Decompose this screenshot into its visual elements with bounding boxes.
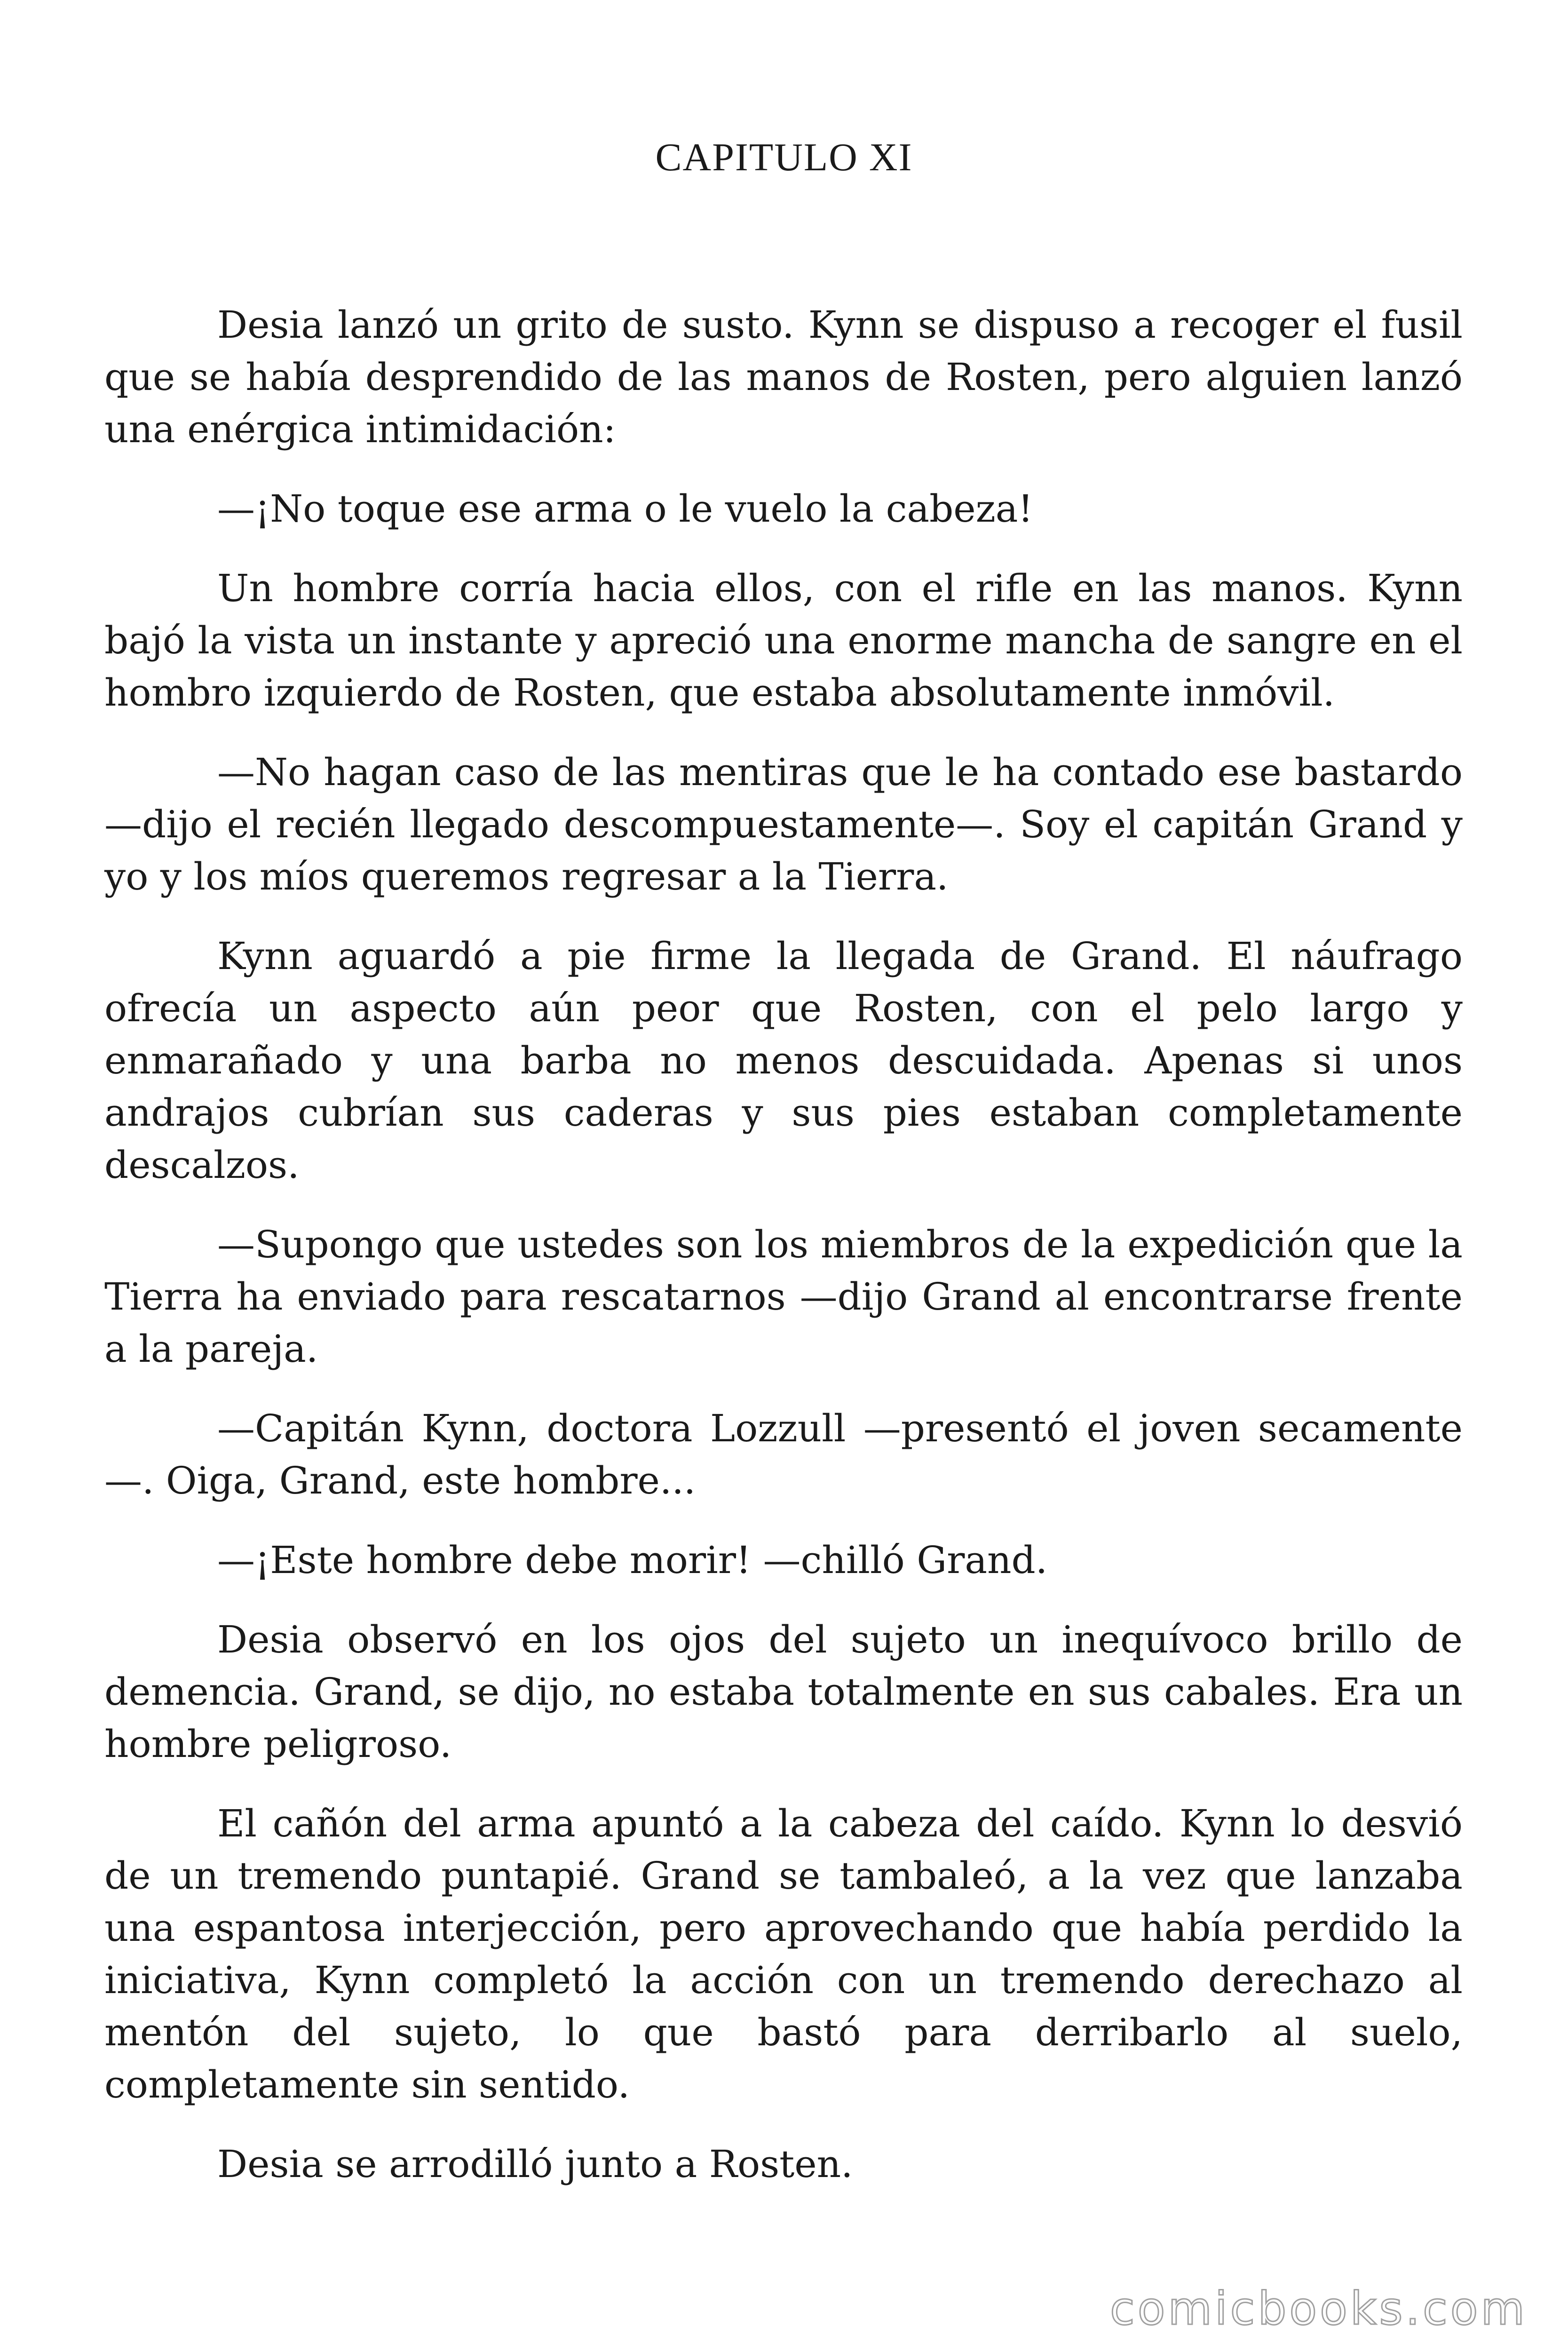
paragraph: Un hombre corría hacia ellos, con el rifle en las manos. Kynn bajó la vista un instante y apreció una enorme mancha de sangre en el hombro izquierdo de Rosten, que estaba absolutamente inmóvil.	[104, 566, 1463, 715]
paragraph: —No hagan caso de las mentiras que le ha contado ese bastardo —dijo el recién llegado descompuestamente—. Soy el capitán Grand y yo y los míos queremos regresar a la Tierra.	[104, 750, 1463, 898]
chapter-title: CAPITULO XI	[655, 135, 913, 179]
paragraph: Desia se arrodilló junto a Rosten.	[217, 2142, 853, 2186]
paragraph: —Capitán Kynn, doctora Lozzull —presentó el joven secamente —. Oiga, Grand, este hombre...	[104, 1406, 1463, 1502]
paragraph: Kynn aguardó a pie firme la llegada de Grand. El náufrago ofrecía un aspecto aún peor que Rosten, con el pelo largo y enmarañado y una barba no menos descuidada. Apenas si unos andrajos cubrían sus caderas y sus pies estaban completamente descalzos.	[104, 934, 1463, 1187]
paragraph: —Supongo que ustedes son los miembros de la expedición que la Tierra ha enviado para rescatarnos —dijo Grand al encontrarse frente a la pareja.	[104, 1223, 1463, 1371]
paragraph: Desia lanzó un grito de susto. Kynn se dispuso a recoger el fusil que se había desprendido de las manos de Rosten, pero alguien lanzó una enérgica intimidación:	[104, 303, 1463, 451]
watermark: comicbooks.com	[1109, 2282, 1528, 2335]
paragraph: El cañón del arma apuntó a la cabeza del caído. Kynn lo desvió de un tremendo puntapié. Grand se tambaleó, a la vez que lanzaba una espantosa interjección, pero aprovechando que había perdido la iniciativa, Kynn completó la acción con un tremendo derechazo al mentón del sujeto, lo que bastó para derribarlo al suelo, completamente sin sentido.	[104, 1802, 1463, 2106]
paragraph: Desia observó en los ojos del sujeto un inequívoco brillo de demencia. Grand, se dijo, no estaba totalmente en sus cabales. Era un hombre peligroso.	[104, 1618, 1463, 1766]
paragraph: —¡No toque ese arma o le vuelo la cabeza!	[217, 487, 1033, 531]
chapter-body	[104, 299, 1463, 2217]
paragraph: —¡Este hombre debe morir! —chilló Grand.	[217, 1538, 1048, 1582]
